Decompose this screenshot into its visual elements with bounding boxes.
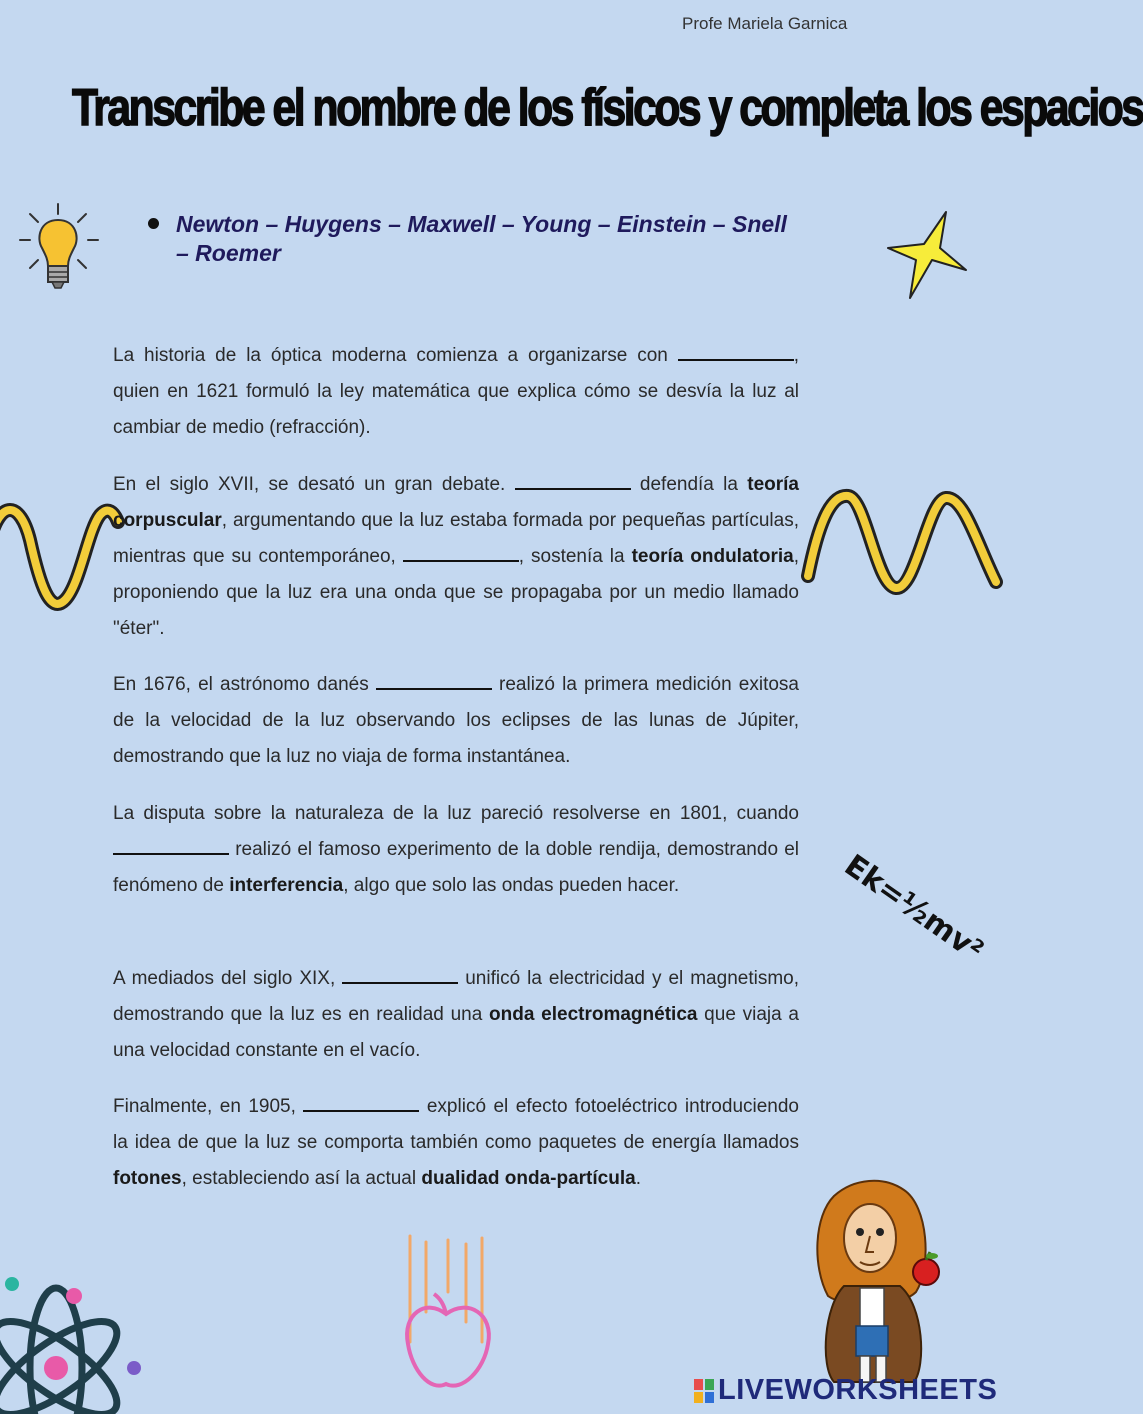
paragraph-4: La disputa sobre la naturaleza de la luz pareció resolverse en 1801, cuando realizó el famoso experimento de la doble rendija, demostrando el fenómeno de interferencia, algo que solo las ondas pueden hacer.	[113, 803, 799, 896]
atom-icon	[0, 1262, 160, 1414]
blank-input-2[interactable]	[515, 484, 631, 490]
star-icon	[884, 208, 970, 302]
paragraph-6: Finalmente, en 1905, explicó el efecto fotoeléctrico introduciendo la idea de que la luz se comporta también como paquetes de energía llamados fotones, estableciendo así la actual dualidad onda-partícula.	[113, 1096, 799, 1189]
left-wave-decoration	[0, 500, 120, 620]
page-title: Transcribe el nombre de los físicos y completa los espacios	[72, 79, 1143, 137]
blank-input-6[interactable]	[342, 978, 458, 984]
newton-caricature	[804, 1176, 954, 1384]
falling-apple-icon	[396, 1232, 506, 1402]
blank-input-4[interactable]	[376, 684, 492, 690]
bullet-icon	[148, 218, 159, 229]
author-name: Profe Mariela Garnica	[682, 14, 848, 33]
paragraph-3: En 1676, el astrónomo danés realizó la primera medición exitosa de la velocidad de la luz observando los eclipses de las lunas de Júpiter, demostrando que la luz no viaja de forma instantánea.	[113, 674, 799, 767]
paragraph-1: La historia de la óptica moderna comienza a organizarse con , quien en 1621 formuló la ley matemática que explica cómo se desvía la luz al cambiar de medio (refracción).	[113, 345, 799, 438]
paragraph-5: A mediados del siglo XIX, unificó la electricidad y el magnetismo, demostrando que la luz es en realidad una onda electromagnética que viaja a una velocidad constante en el vacío.	[113, 968, 799, 1061]
paragraph-2: En el siglo XVII, se desató un gran debate. defendía la teoría corpuscular, argumentando que la luz estaba formada por pequeñas partículas, mientras que su contemporáneo, , sostenía la teoría ondulatoria, proponiendo que la luz era una onda que se propagaba por un medio llamado "éter".	[113, 474, 799, 639]
blank-input-3[interactable]	[403, 556, 519, 562]
blank-input-1[interactable]	[678, 355, 794, 361]
liveworksheets-watermark: LIVEWORKSHEETS	[718, 1374, 998, 1406]
right-wave-decoration	[800, 486, 1000, 606]
kinetic-energy-formula: Ek=½mv²	[837, 848, 990, 969]
blank-input-7[interactable]	[303, 1106, 419, 1112]
blank-input-5[interactable]	[113, 849, 229, 855]
light-bulb-icon	[16, 200, 104, 296]
liveworksheets-logo-icon	[694, 1379, 714, 1403]
word-bank-names: Newton – Huygens – Maxwell – Young – Einstein – Snell – Roemer	[176, 211, 787, 266]
